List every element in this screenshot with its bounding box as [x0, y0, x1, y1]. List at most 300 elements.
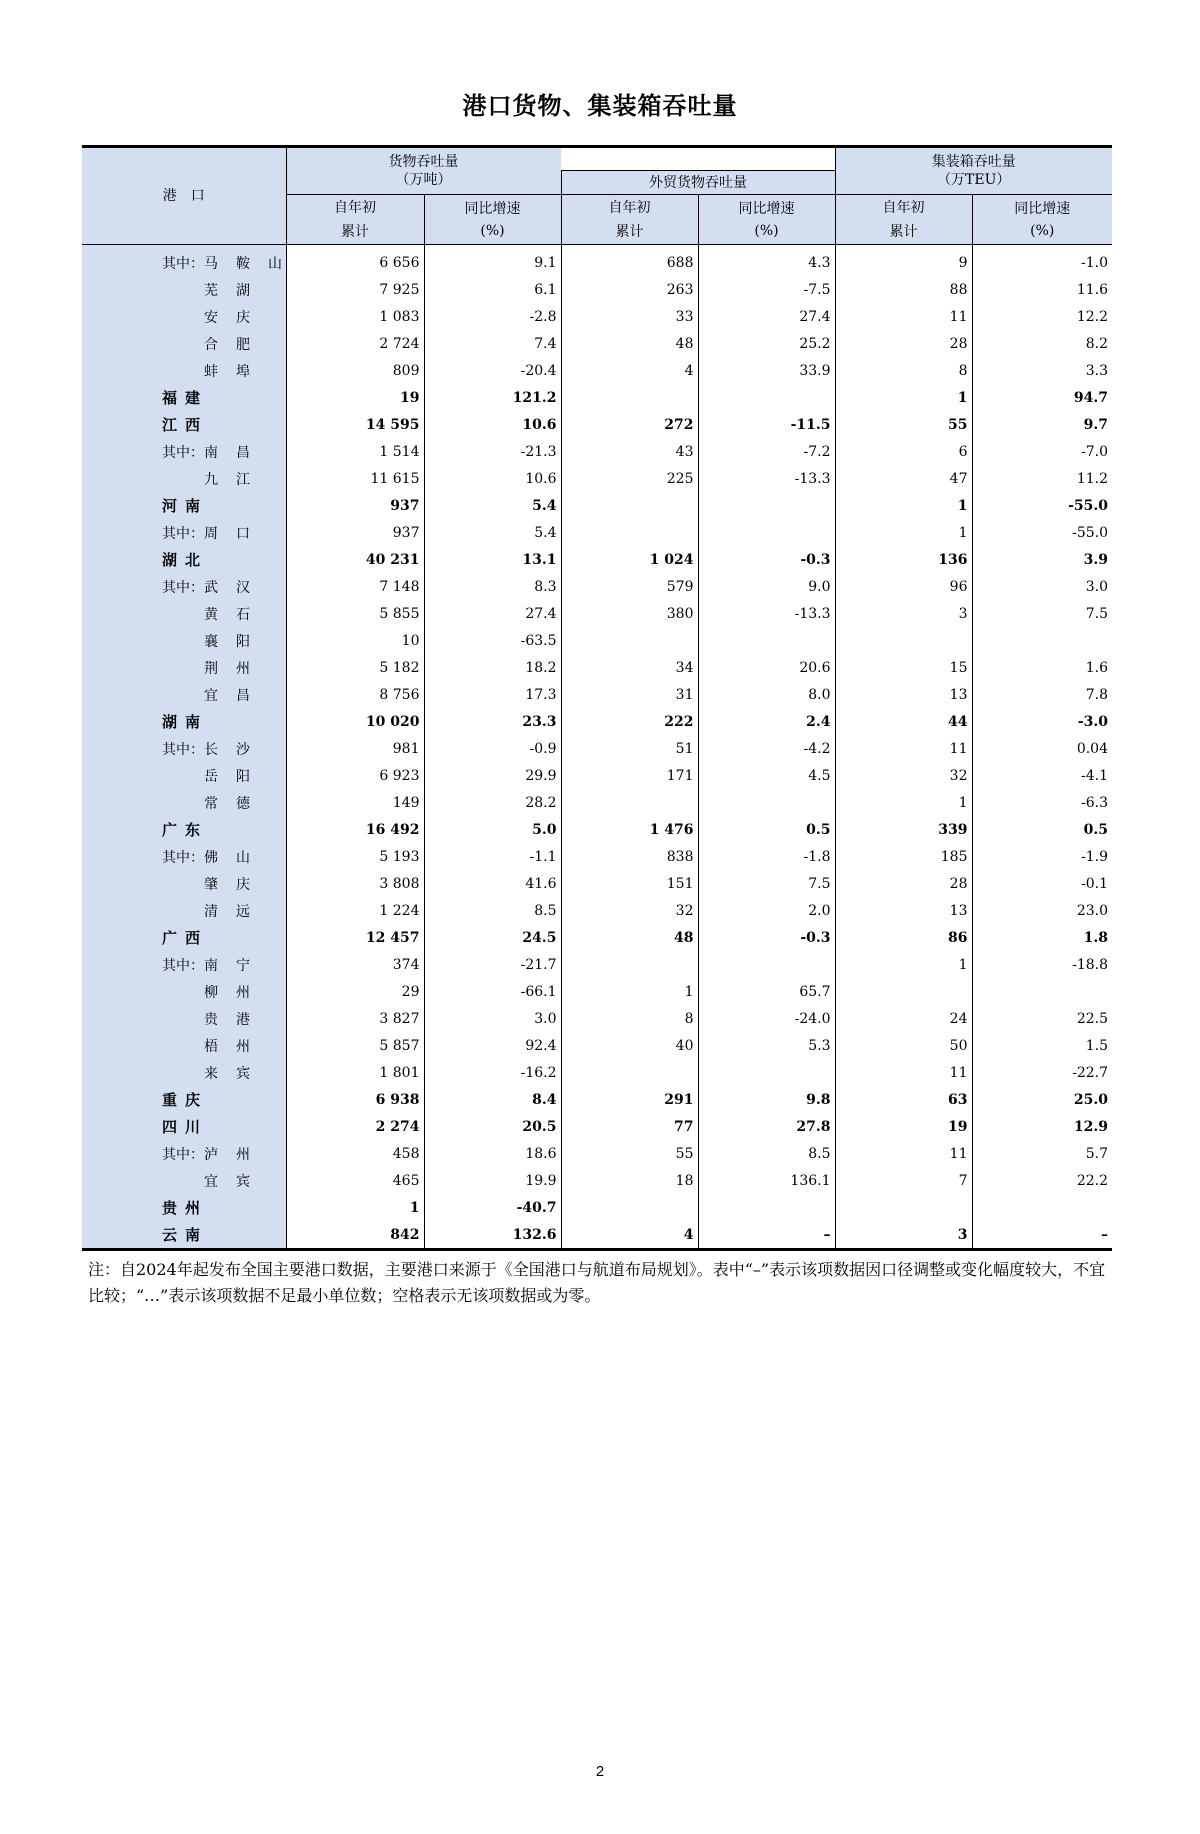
value-cell: 22.2 [972, 1167, 1112, 1194]
value-cell: 29.9 [424, 762, 561, 789]
value-cell: 3 827 [286, 1005, 424, 1032]
port-name-cell [82, 330, 286, 357]
table-header [82, 147, 1112, 245]
value-cell: 13 [835, 897, 972, 924]
table-row [82, 357, 1112, 384]
city-name: 九江 [204, 471, 268, 488]
city-label: 周口 [204, 525, 268, 542]
city-label: 长沙 [204, 741, 268, 758]
value-cell: 5.7 [972, 1140, 1112, 1167]
value-cell: 374 [286, 951, 424, 978]
value-cell: 7 925 [286, 276, 424, 303]
value-cell: 11 [835, 1059, 972, 1086]
value-cell: 22.5 [972, 1005, 1112, 1032]
value-cell: -21.3 [424, 438, 561, 465]
city-name: 常德 [204, 795, 268, 812]
value-cell: 1.6 [972, 654, 1112, 681]
port-name-cell [82, 843, 286, 870]
value-cell: 2 274 [286, 1113, 424, 1140]
port-name-cell [82, 924, 286, 951]
value-cell: 136 [835, 546, 972, 573]
port-name-cell [82, 951, 286, 978]
value-cell: 225 [561, 465, 698, 492]
port-name-cell [82, 978, 286, 1005]
value-cell: 7.5 [972, 600, 1112, 627]
value-cell: -7.5 [698, 276, 835, 303]
value-cell: 4.5 [698, 762, 835, 789]
value-cell: 10 020 [286, 708, 424, 735]
table-row [82, 600, 1112, 627]
value-cell: 12.2 [972, 303, 1112, 330]
value-cell: -11.5 [698, 411, 835, 438]
value-cell [835, 627, 972, 654]
table-row [82, 276, 1112, 303]
value-cell: 27.4 [424, 600, 561, 627]
header-blank [561, 147, 835, 171]
value-cell: 3.9 [972, 546, 1112, 573]
value-cell: 55 [561, 1140, 698, 1167]
header-port: 港 口 [82, 147, 286, 245]
value-cell: 3 [835, 1221, 972, 1250]
value-cell: 43 [561, 438, 698, 465]
port-name-cell [82, 357, 286, 384]
table-row [82, 654, 1112, 681]
value-cell: 34 [561, 654, 698, 681]
table-row [82, 1221, 1112, 1250]
value-cell: 8.5 [424, 897, 561, 924]
province-name: 重庆 [162, 1091, 209, 1109]
port-name-cell [82, 1032, 286, 1059]
value-cell: 16 492 [286, 816, 424, 843]
value-cell: 5.0 [424, 816, 561, 843]
value-cell: 1 024 [561, 546, 698, 573]
value-cell: -55.0 [972, 492, 1112, 519]
port-name-cell [82, 816, 286, 843]
value-cell: 149 [286, 789, 424, 816]
value-cell: 838 [561, 843, 698, 870]
value-cell: -66.1 [424, 978, 561, 1005]
value-cell: -0.3 [698, 546, 835, 573]
table-row [82, 1032, 1112, 1059]
city-name: 合肥 [204, 336, 268, 353]
value-cell: 8.4 [424, 1086, 561, 1113]
value-cell [561, 519, 698, 546]
city-name: 荆州 [204, 660, 268, 677]
value-cell: -1.1 [424, 843, 561, 870]
value-cell: 7.8 [972, 681, 1112, 708]
port-name-cell [82, 1005, 286, 1032]
port-name-cell [82, 654, 286, 681]
value-cell: 32 [561, 897, 698, 924]
value-cell: 11.6 [972, 276, 1112, 303]
port-name-cell [82, 303, 286, 330]
value-cell: -0.1 [972, 870, 1112, 897]
port-name-cell [82, 384, 286, 411]
city-name: 岳阳 [204, 768, 268, 785]
port-name-cell [82, 735, 286, 762]
qizhong-prefix: 其中： [162, 525, 204, 542]
value-cell: 28 [835, 870, 972, 897]
table-row [82, 924, 1112, 951]
port-name-cell [82, 245, 300, 277]
value-cell: 25.0 [972, 1086, 1112, 1113]
value-cell: 8.3 [424, 573, 561, 600]
value-cell: 29 [286, 978, 424, 1005]
table-row [82, 627, 1112, 654]
value-cell: -24.0 [698, 1005, 835, 1032]
value-cell: -20.4 [424, 357, 561, 384]
table-row [82, 573, 1112, 600]
value-cell: – [698, 1221, 835, 1250]
value-cell: 185 [835, 843, 972, 870]
value-cell: 13.1 [424, 546, 561, 573]
value-cell: 339 [835, 816, 972, 843]
value-cell [972, 627, 1112, 654]
table-row [82, 492, 1112, 519]
value-cell: 12 457 [286, 924, 424, 951]
value-cell: 151 [561, 870, 698, 897]
value-cell: 96 [835, 573, 972, 600]
city-name: 梧州 [204, 1038, 268, 1055]
value-cell: -0.9 [424, 735, 561, 762]
value-cell: 6 938 [286, 1086, 424, 1113]
value-cell [698, 1194, 835, 1221]
value-cell: 23.0 [972, 897, 1112, 924]
value-cell: 1 083 [286, 303, 424, 330]
port-name-cell [82, 1221, 286, 1250]
city-name [82, 523, 268, 543]
table-row [82, 897, 1112, 924]
value-cell: 1 [561, 978, 698, 1005]
city-name: 来宾 [204, 1065, 268, 1082]
value-cell: 9.0 [698, 573, 835, 600]
value-cell [561, 492, 698, 519]
table-row [82, 870, 1112, 897]
value-cell: 11 [835, 735, 972, 762]
port-name-cell [82, 1140, 286, 1167]
port-name-cell [82, 465, 286, 492]
province-name: 湖南 [162, 713, 209, 731]
value-cell: 47 [835, 465, 972, 492]
value-cell: 48 [561, 330, 698, 357]
city-name: 柳州 [204, 984, 268, 1001]
value-cell: 18.2 [424, 654, 561, 681]
value-cell: -1.9 [972, 843, 1112, 870]
page-title: 港口货物、集装箱吞吐量 [462, 91, 738, 120]
value-cell: 809 [286, 357, 424, 384]
value-cell: 28 [835, 330, 972, 357]
port-name-cell [82, 1167, 286, 1194]
value-cell: 1 [835, 384, 972, 411]
value-cell: 3 808 [286, 870, 424, 897]
table-row [82, 245, 1112, 277]
port-name-cell [82, 492, 286, 519]
city-name [82, 1144, 268, 1164]
value-cell: -2.8 [424, 303, 561, 330]
value-cell: 458 [286, 1140, 424, 1167]
city-name: 芜湖 [204, 282, 268, 299]
value-cell: 3.3 [972, 357, 1112, 384]
value-cell: 1 476 [561, 816, 698, 843]
port-name-cell [82, 870, 286, 897]
table-row [82, 1167, 1112, 1194]
city-label: 南宁 [204, 957, 268, 974]
value-cell: 1 224 [286, 897, 424, 924]
table-row [82, 978, 1112, 1005]
port-throughput-table-wrapper [82, 145, 1112, 1251]
value-cell: 20.5 [424, 1113, 561, 1140]
city-name [82, 847, 268, 867]
port-name-cell [82, 600, 286, 627]
port-name-cell [82, 1194, 286, 1221]
value-cell: 25.2 [698, 330, 835, 357]
value-cell: -21.7 [424, 951, 561, 978]
value-cell: 50 [835, 1032, 972, 1059]
port-name-cell [82, 573, 286, 600]
city-label: 马鞍山 [204, 255, 300, 272]
value-cell: 5.4 [424, 492, 561, 519]
value-cell: 7 148 [286, 573, 424, 600]
province-name: 江西 [162, 416, 209, 434]
value-cell: 1 [835, 789, 972, 816]
value-cell: 132.6 [424, 1221, 561, 1250]
city-name [82, 253, 300, 273]
value-cell: 10 [286, 627, 424, 654]
value-cell: -4.2 [698, 735, 835, 762]
value-cell: 77 [561, 1113, 698, 1140]
value-cell: 7.5 [698, 870, 835, 897]
value-cell: 8 756 [286, 681, 424, 708]
value-cell: 24 [835, 1005, 972, 1032]
value-cell: 3 [835, 600, 972, 627]
value-cell: 13 [835, 681, 972, 708]
header-foreign-group: 外贸货物吞吐量 [561, 171, 835, 195]
value-cell: 1 [286, 1194, 424, 1221]
value-cell [698, 627, 835, 654]
value-cell: 272 [561, 411, 698, 438]
value-cell: 380 [561, 600, 698, 627]
value-cell: -16.2 [424, 1059, 561, 1086]
city-name: 襄阳 [204, 633, 268, 650]
value-cell: 6 [835, 438, 972, 465]
value-cell: 937 [286, 492, 424, 519]
city-name [82, 955, 268, 975]
port-name-cell [82, 1059, 286, 1086]
table-row [82, 1113, 1112, 1140]
table-row [82, 1005, 1112, 1032]
city-name: 宜昌 [204, 687, 268, 704]
table-row [82, 330, 1112, 357]
province-name: 湖北 [162, 551, 209, 569]
table-row [82, 681, 1112, 708]
value-cell: 15 [835, 654, 972, 681]
header-cargo-yoy: 同比增速 (%) [424, 195, 561, 245]
value-cell: 1.8 [972, 924, 1112, 951]
value-cell: 8.5 [698, 1140, 835, 1167]
value-cell: 18.6 [424, 1140, 561, 1167]
table-row [82, 1086, 1112, 1113]
province-name: 云南 [162, 1226, 209, 1244]
value-cell: 7 [835, 1167, 972, 1194]
qizhong-prefix: 其中： [162, 444, 204, 461]
header-container-group: 集装箱吞吐量 （万TEU） [835, 147, 1112, 195]
value-cell [698, 951, 835, 978]
value-cell: 171 [561, 762, 698, 789]
value-cell: 11 [835, 303, 972, 330]
table-body [82, 245, 1112, 1250]
page-number: 2 [595, 1763, 605, 1780]
value-cell: -63.5 [424, 627, 561, 654]
port-name-cell [82, 546, 286, 573]
value-cell: 5.4 [424, 519, 561, 546]
value-cell: 63 [835, 1086, 972, 1113]
port-name-cell [82, 762, 286, 789]
value-cell: 48 [561, 924, 698, 951]
value-cell [698, 492, 835, 519]
value-cell: 2.4 [698, 708, 835, 735]
value-cell [561, 1194, 698, 1221]
value-cell [835, 1194, 972, 1221]
value-cell: 8 [561, 1005, 698, 1032]
city-label: 泸州 [204, 1146, 268, 1163]
value-cell: 3.0 [424, 1005, 561, 1032]
city-name: 安庆 [204, 309, 268, 326]
value-cell: 55 [835, 411, 972, 438]
table-row [82, 411, 1112, 438]
value-cell: -0.3 [698, 924, 835, 951]
city-label: 武汉 [204, 579, 268, 596]
header-foreign-cum: 自年初 累计 [561, 195, 698, 245]
value-cell: -55.0 [972, 519, 1112, 546]
city-name: 蚌埠 [204, 363, 268, 380]
value-cell: 688 [561, 245, 698, 277]
table-row [82, 762, 1112, 789]
value-cell: 2.0 [698, 897, 835, 924]
value-cell: -18.8 [972, 951, 1112, 978]
port-name-cell [82, 1113, 286, 1140]
value-cell: 65.7 [698, 978, 835, 1005]
province-name: 广东 [162, 821, 209, 839]
port-name-cell [82, 519, 286, 546]
value-cell: 2 724 [286, 330, 424, 357]
value-cell: 31 [561, 681, 698, 708]
value-cell: 121.2 [424, 384, 561, 411]
value-cell: 6 923 [286, 762, 424, 789]
value-cell: 9.8 [698, 1086, 835, 1113]
table-row [82, 519, 1112, 546]
qizhong-prefix: 其中： [162, 741, 204, 758]
value-cell: 291 [561, 1086, 698, 1113]
port-name-cell [82, 789, 286, 816]
value-cell: 8.2 [972, 330, 1112, 357]
table-row [82, 384, 1112, 411]
value-cell: 32 [835, 762, 972, 789]
value-cell: 0.5 [972, 816, 1112, 843]
value-cell: 11.2 [972, 465, 1112, 492]
value-cell: 222 [561, 708, 698, 735]
value-cell [561, 627, 698, 654]
port-name-cell [82, 438, 286, 465]
value-cell: 23.3 [424, 708, 561, 735]
province-name: 广西 [162, 929, 209, 947]
table-row [82, 303, 1112, 330]
value-cell: 4 [561, 1221, 698, 1250]
value-cell [561, 789, 698, 816]
province-name: 贵州 [162, 1199, 209, 1217]
city-name: 清远 [204, 903, 268, 920]
value-cell: 92.4 [424, 1032, 561, 1059]
value-cell: 0.04 [972, 735, 1112, 762]
value-cell: 27.4 [698, 303, 835, 330]
value-cell [561, 1059, 698, 1086]
value-cell: 44 [835, 708, 972, 735]
value-cell: -3.0 [972, 708, 1112, 735]
table-row [82, 465, 1112, 492]
header-cargo-group: 货物吞吐量 （万吨） [286, 147, 561, 195]
value-cell: 263 [561, 276, 698, 303]
value-cell: 1 514 [286, 438, 424, 465]
value-cell: 5 857 [286, 1032, 424, 1059]
value-cell: 94.7 [972, 384, 1112, 411]
value-cell: 0.5 [698, 816, 835, 843]
port-name-cell [82, 708, 286, 735]
value-cell: -22.7 [972, 1059, 1112, 1086]
table-row [82, 1194, 1112, 1221]
value-cell: – [972, 1221, 1112, 1250]
port-name-cell [82, 681, 286, 708]
table-row [82, 438, 1112, 465]
qizhong-prefix: 其中： [162, 255, 204, 272]
header-container-yoy: 同比增速 (%) [972, 195, 1112, 245]
value-cell: 3.0 [972, 573, 1112, 600]
value-cell: -1.8 [698, 843, 835, 870]
value-cell: -13.3 [698, 465, 835, 492]
value-cell: 33 [561, 303, 698, 330]
header-container-cum: 自年初 累计 [835, 195, 972, 245]
value-cell: -6.3 [972, 789, 1112, 816]
value-cell: 24.5 [424, 924, 561, 951]
port-name-cell [82, 1086, 286, 1113]
value-cell: 579 [561, 573, 698, 600]
value-cell: 981 [286, 735, 424, 762]
city-name: 黄石 [204, 606, 268, 623]
value-cell: 19.9 [424, 1167, 561, 1194]
value-cell: 4 [561, 357, 698, 384]
table-row [82, 1140, 1112, 1167]
table-row [82, 735, 1112, 762]
value-cell: 40 231 [286, 546, 424, 573]
value-cell: 9.7 [972, 411, 1112, 438]
footnote: 注：自2024年起发布全国主要港口数据，主要港口来源于《全国港口与航道布局规划》。表中“–”表示该项数据因口径调整或变化幅度较大，不宜比较；“…”表示该项数据不足最小单位数；空格表示无该项数据或为零。 [88, 1260, 1106, 1305]
value-cell [561, 951, 698, 978]
qizhong-prefix: 其中： [162, 1146, 204, 1163]
port-name-cell [82, 411, 286, 438]
port-throughput-table [82, 145, 1112, 1251]
value-cell: 465 [286, 1167, 424, 1194]
table-row [82, 708, 1112, 735]
value-cell [972, 1194, 1112, 1221]
value-cell: 10.6 [424, 465, 561, 492]
value-cell [698, 1059, 835, 1086]
value-cell: 1 [835, 519, 972, 546]
qizhong-prefix: 其中： [162, 849, 204, 866]
value-cell: 4.3 [698, 245, 835, 277]
value-cell: 8.0 [698, 681, 835, 708]
city-name [82, 739, 268, 759]
value-cell: 9 [835, 245, 972, 277]
value-cell: 19 [835, 1113, 972, 1140]
value-cell [561, 384, 698, 411]
